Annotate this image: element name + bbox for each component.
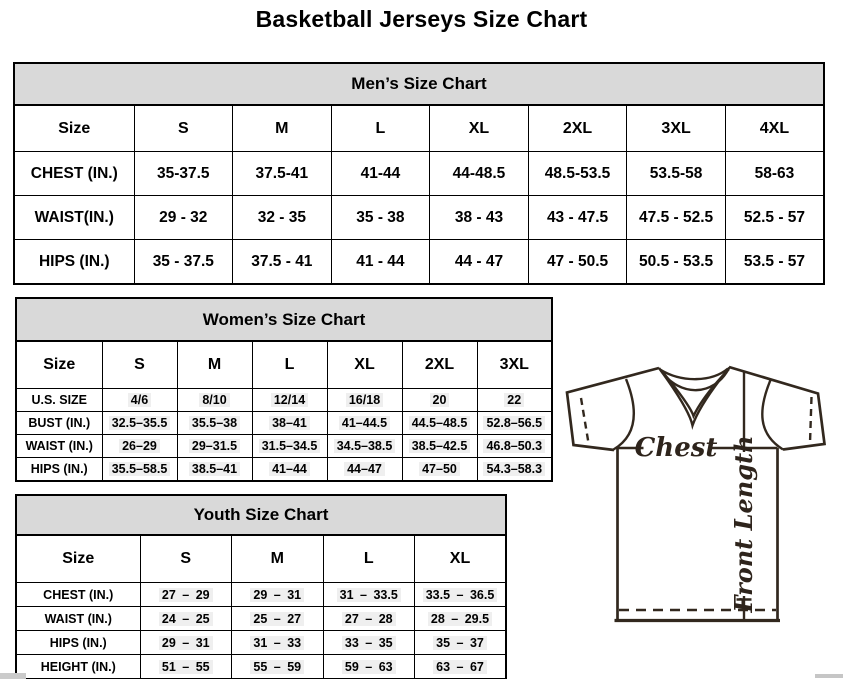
size-value: 53.5-58 bbox=[627, 152, 726, 196]
table-row bbox=[16, 607, 506, 631]
chest-label: Chest bbox=[634, 433, 718, 463]
size-header-row bbox=[16, 341, 552, 389]
size-value: 35 - 37.5 bbox=[134, 240, 233, 285]
column-header: 3XL bbox=[477, 341, 552, 389]
row-label: WAIST(IN.) bbox=[14, 196, 134, 240]
size-value: 55 – 59 bbox=[232, 655, 324, 679]
size-value: 35-37.5 bbox=[134, 152, 233, 196]
size-value: 44 - 47 bbox=[430, 240, 529, 285]
table-row bbox=[14, 196, 824, 240]
size-value: 4/6 bbox=[102, 389, 177, 412]
size-value: 54.3–58.3 bbox=[477, 458, 552, 482]
size-value: 51 – 55 bbox=[140, 655, 232, 679]
size-value: 59 – 63 bbox=[323, 655, 415, 679]
table-section-title: Women’s Size Chart bbox=[16, 298, 552, 341]
size-value: 35.5–38 bbox=[177, 412, 252, 435]
column-header: 4XL bbox=[725, 105, 824, 152]
size-value: 27 – 28 bbox=[323, 607, 415, 631]
row-label: HEIGHT (IN.) bbox=[16, 655, 140, 679]
youth-size-table bbox=[15, 494, 507, 679]
size-value: 44.5–48.5 bbox=[402, 412, 477, 435]
row-label: HIPS (IN.) bbox=[16, 458, 102, 482]
row-label: WAIST (IN.) bbox=[16, 435, 102, 458]
size-value: 52.8–56.5 bbox=[477, 412, 552, 435]
size-value: 63 – 67 bbox=[415, 655, 507, 679]
size-value: 37.5 - 41 bbox=[233, 240, 332, 285]
size-value: 38.5–41 bbox=[177, 458, 252, 482]
column-header: Size bbox=[14, 105, 134, 152]
size-value: 50.5 - 53.5 bbox=[627, 240, 726, 285]
size-value: 24 – 25 bbox=[140, 607, 232, 631]
row-label: CHEST (IN.) bbox=[16, 583, 140, 607]
row-label: HIPS (IN.) bbox=[16, 631, 140, 655]
size-value: 32.5–35.5 bbox=[102, 412, 177, 435]
left-cuff-dashed-line bbox=[581, 398, 589, 443]
right-cuff-dashed-line bbox=[810, 397, 812, 443]
size-value: 38–41 bbox=[252, 412, 327, 435]
size-value: 29–31.5 bbox=[177, 435, 252, 458]
table-row bbox=[16, 389, 552, 412]
size-value: 29 – 31 bbox=[232, 583, 324, 607]
size-value: 28 – 29.5 bbox=[415, 607, 507, 631]
column-header: L bbox=[323, 535, 415, 583]
size-value: 41 - 44 bbox=[331, 240, 430, 285]
jersey-collar bbox=[659, 368, 730, 426]
jersey-outline bbox=[567, 367, 825, 621]
size-value: 41–44.5 bbox=[327, 412, 402, 435]
column-header: S bbox=[134, 105, 233, 152]
size-value: 31 – 33.5 bbox=[323, 583, 415, 607]
size-header-row bbox=[14, 105, 824, 152]
size-header-row bbox=[16, 535, 506, 583]
table-row bbox=[14, 152, 824, 196]
column-header: S bbox=[102, 341, 177, 389]
table-section-title: Men’s Size Chart bbox=[14, 63, 824, 105]
table-row bbox=[16, 435, 552, 458]
row-label: BUST (IN.) bbox=[16, 412, 102, 435]
size-value: 44–47 bbox=[327, 458, 402, 482]
size-value: 47–50 bbox=[402, 458, 477, 482]
size-value: 48.5-53.5 bbox=[528, 152, 627, 196]
size-value: 34.5–38.5 bbox=[327, 435, 402, 458]
size-value: 20 bbox=[402, 389, 477, 412]
size-value: 35 - 38 bbox=[331, 196, 430, 240]
size-value: 35 – 37 bbox=[415, 631, 507, 655]
size-value: 58-63 bbox=[725, 152, 824, 196]
size-value: 26–29 bbox=[102, 435, 177, 458]
size-value: 38 - 43 bbox=[430, 196, 529, 240]
size-value: 47 - 50.5 bbox=[528, 240, 627, 285]
scrollbar-fragment-right[interactable] bbox=[815, 674, 843, 678]
size-value: 35.5–58.5 bbox=[102, 458, 177, 482]
column-header: XL bbox=[327, 341, 402, 389]
column-header: Size bbox=[16, 341, 102, 389]
size-value: 37.5-41 bbox=[233, 152, 332, 196]
column-header: 2XL bbox=[528, 105, 627, 152]
size-value: 27 – 29 bbox=[140, 583, 232, 607]
size-value: 12/14 bbox=[252, 389, 327, 412]
size-value: 25 – 27 bbox=[232, 607, 324, 631]
column-header: S bbox=[140, 535, 232, 583]
womens-size-table bbox=[15, 297, 553, 482]
column-header: L bbox=[252, 341, 327, 389]
column-header: M bbox=[233, 105, 332, 152]
table-row bbox=[16, 412, 552, 435]
size-value: 31.5–34.5 bbox=[252, 435, 327, 458]
column-header: 2XL bbox=[402, 341, 477, 389]
size-value: 46.8–50.3 bbox=[477, 435, 552, 458]
size-value: 32 - 35 bbox=[233, 196, 332, 240]
table-section-title: Youth Size Chart bbox=[16, 495, 506, 535]
size-value: 52.5 - 57 bbox=[725, 196, 824, 240]
column-header: XL bbox=[415, 535, 507, 583]
size-value: 16/18 bbox=[327, 389, 402, 412]
front-length-label: Front Length bbox=[729, 435, 758, 613]
column-header: M bbox=[232, 535, 324, 583]
table-row bbox=[14, 240, 824, 285]
column-header: 3XL bbox=[627, 105, 726, 152]
row-label: WAIST (IN.) bbox=[16, 607, 140, 631]
table-row bbox=[16, 458, 552, 482]
column-header: XL bbox=[430, 105, 529, 152]
size-value: 33 – 35 bbox=[323, 631, 415, 655]
size-value: 29 - 32 bbox=[134, 196, 233, 240]
row-label: HIPS (IN.) bbox=[14, 240, 134, 285]
column-header: L bbox=[331, 105, 430, 152]
size-value: 29 – 31 bbox=[140, 631, 232, 655]
size-value: 41-44 bbox=[331, 152, 430, 196]
column-header: M bbox=[177, 341, 252, 389]
row-label: CHEST (IN.) bbox=[14, 152, 134, 196]
size-value: 31 – 33 bbox=[232, 631, 324, 655]
size-value: 47.5 - 52.5 bbox=[627, 196, 726, 240]
table-row bbox=[16, 631, 506, 655]
size-value: 22 bbox=[477, 389, 552, 412]
scrollbar-fragment-left[interactable] bbox=[0, 673, 26, 679]
size-value: 43 - 47.5 bbox=[528, 196, 627, 240]
page-title: Basketball Jerseys Size Chart bbox=[255, 6, 588, 32]
column-header: Size bbox=[16, 535, 140, 583]
size-value: 41–44 bbox=[252, 458, 327, 482]
table-row bbox=[16, 583, 506, 607]
size-value: 53.5 - 57 bbox=[725, 240, 824, 285]
size-value: 44-48.5 bbox=[430, 152, 529, 196]
mens-size-table bbox=[13, 62, 825, 285]
size-value: 33.5 – 36.5 bbox=[415, 583, 507, 607]
row-label: U.S. SIZE bbox=[16, 389, 102, 412]
size-value: 38.5–42.5 bbox=[402, 435, 477, 458]
table-row bbox=[16, 655, 506, 679]
size-value: 8/10 bbox=[177, 389, 252, 412]
jersey-measurement-diagram bbox=[553, 352, 843, 642]
